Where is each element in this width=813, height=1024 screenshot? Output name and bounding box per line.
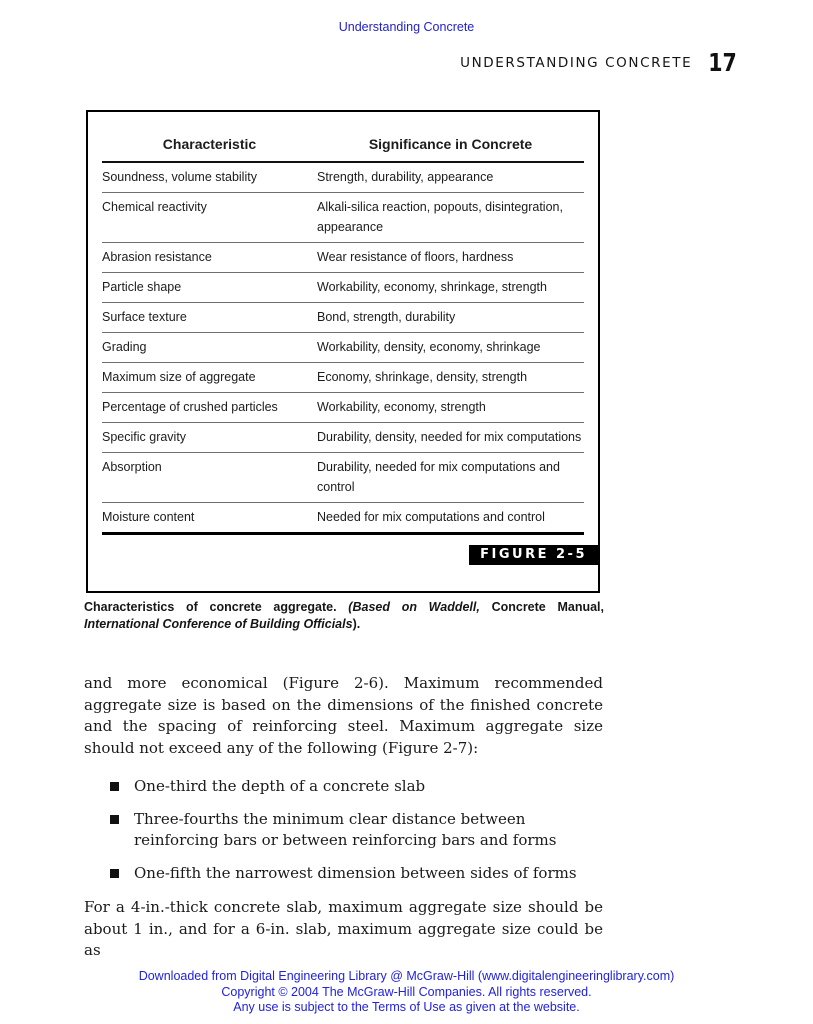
table-row xyxy=(102,333,584,363)
running-header xyxy=(460,48,737,77)
cell-significance: Bond, strength, durability xyxy=(317,310,456,324)
footer-copyright-line: Copyright © 2004 The McGraw-Hill Companies. All rights reserved. xyxy=(221,984,592,999)
table-row xyxy=(102,243,584,273)
table-row xyxy=(102,363,584,393)
running-title: UNDERSTANDING CONCRETE xyxy=(460,55,693,71)
table-row xyxy=(102,163,584,193)
cell-characteristic: Absorption xyxy=(102,460,162,474)
list-item xyxy=(110,776,603,798)
page-footer xyxy=(0,969,813,1016)
table-row xyxy=(102,273,584,303)
cell-characteristic: Abrasion resistance xyxy=(102,250,212,264)
table-header-row xyxy=(102,128,584,163)
body-paragraph-2: For a 4-in.-thick concrete slab, maximum aggregate size should be about 1 in., and for a 6-in. slab, maximum aggregate size could be as xyxy=(84,898,603,959)
page-number: 17 xyxy=(708,48,737,77)
cell-significance: Durability, density, needed for mix computations xyxy=(317,430,582,444)
column-header-characteristic: Characteristic xyxy=(162,136,257,152)
cell-significance: Durability, needed for mix computations and control xyxy=(317,460,560,494)
cell-characteristic: Surface texture xyxy=(102,310,187,324)
cell-significance: Wear resistance of floors, hardness xyxy=(317,250,514,264)
table-row xyxy=(102,393,584,423)
table-row xyxy=(102,503,584,535)
column-header-significance: Significance in Concrete xyxy=(368,136,533,152)
cell-significance: Workability, economy, strength xyxy=(317,400,486,414)
understanding-concrete-link[interactable]: Understanding Concrete xyxy=(338,20,475,34)
table-row xyxy=(102,453,584,503)
caption-source-italic: (Based on Waddell, xyxy=(348,600,492,614)
figure-caption xyxy=(84,599,604,632)
cell-significance: Needed for mix computations and control xyxy=(317,510,545,524)
bullet-list xyxy=(110,776,603,884)
cell-significance: Workability, density, economy, shrinkage xyxy=(317,340,541,354)
list-item-text: Three-fourths the minimum clear distance between reinforcing bars or between reinforcing bars and forms xyxy=(134,809,557,849)
cell-characteristic: Soundness, volume stability xyxy=(102,170,257,184)
cell-characteristic: Particle shape xyxy=(102,280,182,294)
table-row xyxy=(102,423,584,453)
cell-significance: Strength, durability, appearance xyxy=(317,170,494,184)
footer-download-link[interactable]: Downloaded from Digital Engineering Library @ McGraw-Hill (www.digitalengineeringlibrary.com) xyxy=(138,969,675,983)
cell-characteristic: Chemical reactivity xyxy=(102,200,207,214)
square-bullet-icon xyxy=(110,815,119,824)
figure-2-5-box xyxy=(86,110,600,593)
cell-characteristic: Grading xyxy=(102,340,147,354)
footer-terms-line: Any use is subject to the Terms of Use as given at the website. xyxy=(233,1000,580,1014)
cell-significance: Economy, shrinkage, density, strength xyxy=(317,370,528,384)
cell-characteristic: Percentage of crushed particles xyxy=(102,400,278,414)
cell-characteristic: Maximum size of aggregate xyxy=(102,370,256,384)
caption-manual: Concrete Manual, xyxy=(491,600,604,614)
list-item xyxy=(110,863,603,885)
cell-significance: Workability, economy, shrinkage, strength xyxy=(317,280,547,294)
caption-text: Characteristics of concrete aggregate. xyxy=(84,600,349,614)
caption-org-italic: International Conference of Building Officials xyxy=(84,616,353,631)
figure-label-badge: FIGURE 2-5 xyxy=(469,545,598,565)
body-paragraph-1: and more economical (Figure 2-6). Maximum recommended aggregate size is based on the dimensions of the finished concrete and the spacing of reinforcing steel. Maximum aggregate size should not exceed any of the following (Figure 2-7): xyxy=(84,674,603,757)
cell-characteristic: Specific gravity xyxy=(102,430,187,444)
table-row xyxy=(102,303,584,333)
cell-characteristic: Moisture content xyxy=(102,510,195,524)
aggregate-characteristics-table xyxy=(102,128,584,535)
figure-label-row xyxy=(102,545,598,565)
body-text-block xyxy=(84,673,603,962)
square-bullet-icon xyxy=(110,869,119,878)
cell-significance: Alkali-silica reaction, popouts, disintegration, appearance xyxy=(317,200,563,234)
list-item-text: One-fifth the narrowest dimension between sides of forms xyxy=(134,863,577,882)
list-item-text: One-third the depth of a concrete slab xyxy=(134,777,426,795)
table-row xyxy=(102,193,584,243)
caption-close: ). xyxy=(352,616,361,631)
list-item xyxy=(110,809,603,852)
square-bullet-icon xyxy=(110,782,119,791)
